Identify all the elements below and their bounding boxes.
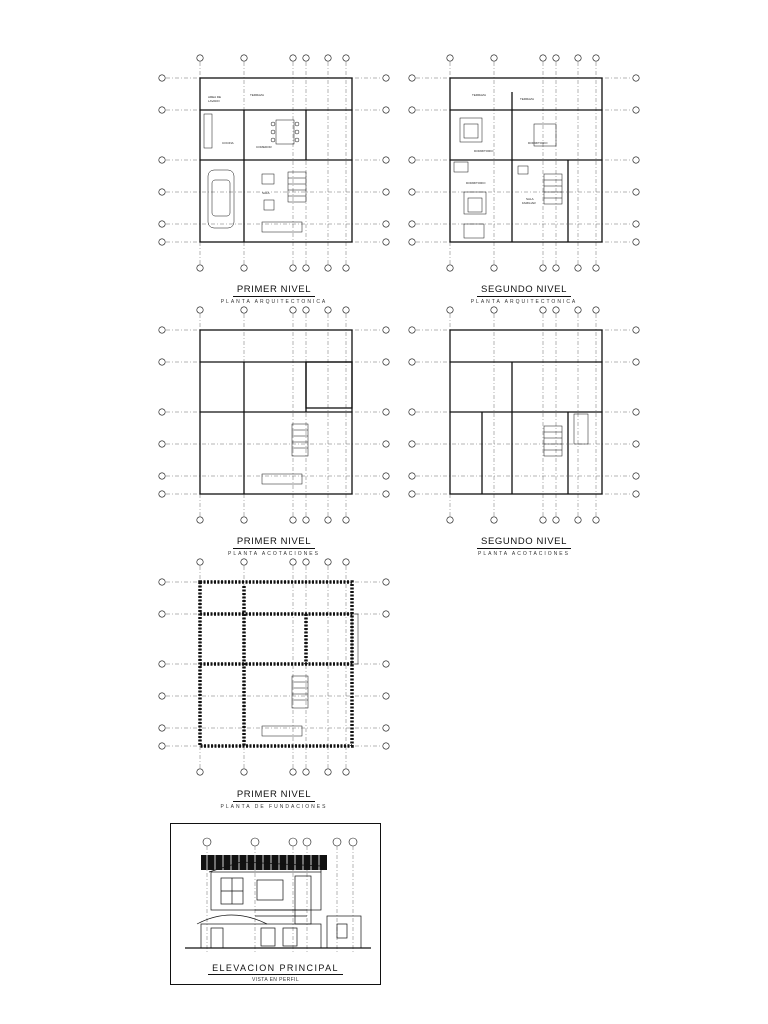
- axis-bubble: [409, 473, 415, 479]
- axis-bubble: [553, 517, 559, 523]
- plan-title: PRIMER NIVEL: [233, 536, 315, 549]
- axis-bubble: [383, 579, 389, 585]
- axis-bubble: [540, 55, 546, 61]
- plan-drawing: [408, 52, 640, 274]
- axis-bubble: [383, 75, 389, 81]
- axis-bubble: [241, 517, 247, 523]
- plan-title: SEGUNDO NIVEL: [477, 284, 571, 297]
- axis-bubble: [633, 327, 639, 333]
- plan-subtitle: PLANTA ACOTACIONES: [228, 551, 320, 557]
- axis-bubble: [540, 307, 546, 313]
- axis-bubble: [447, 307, 453, 313]
- axis-bubble: [409, 221, 415, 227]
- axis-bubble: [409, 189, 415, 195]
- axis-bubble: [409, 441, 415, 447]
- axis-bubble: [383, 611, 389, 617]
- axis-bubble: [303, 559, 309, 565]
- axis-bubble: [491, 265, 497, 271]
- axis-bubble: [159, 75, 165, 81]
- axis-bubble: [325, 559, 331, 565]
- axis-bubble: [197, 265, 203, 271]
- axis-bubble: [159, 327, 165, 333]
- axis-bubble: [633, 107, 639, 113]
- axis-bubble: [343, 307, 349, 313]
- svg-text:COMEDOR: COMEDOR: [256, 145, 272, 149]
- axis-bubble: [303, 55, 309, 61]
- caption-p3: [158, 531, 390, 557]
- axis-bubble: [343, 517, 349, 523]
- axis-bubble: [575, 307, 581, 313]
- axis-bubble: [383, 491, 389, 497]
- svg-text:TERRAZA: TERRAZA: [472, 93, 487, 97]
- axis-bubble: [633, 221, 639, 227]
- axis-bubble: [491, 55, 497, 61]
- axis-bubble: [241, 55, 247, 61]
- plan-second-floor-dimensions: [408, 304, 640, 526]
- axis-bubble: [491, 517, 497, 523]
- axis-bubble: [343, 55, 349, 61]
- axis-bubble: [241, 769, 247, 775]
- elevation-drawing: [171, 824, 380, 954]
- axis-bubble: [159, 579, 165, 585]
- axis-bubble: [159, 611, 165, 617]
- axis-bubble: [383, 441, 389, 447]
- axis-bubble: [241, 559, 247, 565]
- axis-bubble: [633, 441, 639, 447]
- axis-bubble: [159, 473, 165, 479]
- axis-bubble: [447, 55, 453, 61]
- axis-bubble: [303, 769, 309, 775]
- axis-bubble: [409, 409, 415, 415]
- axis-bubble: [303, 517, 309, 523]
- caption-elevation: [171, 958, 380, 983]
- axis-bubble: [343, 265, 349, 271]
- axis-bubble: [383, 661, 389, 667]
- axis-bubble: [159, 491, 165, 497]
- svg-text:DORMITORIO: DORMITORIO: [528, 141, 548, 145]
- axis-bubble: [383, 359, 389, 365]
- axis-bubble: [197, 307, 203, 313]
- axis-bubble: [383, 725, 389, 731]
- caption-p1: [158, 279, 390, 305]
- axis-bubble: [540, 517, 546, 523]
- elevation-frame: [170, 823, 381, 985]
- plan-second-floor-architectural: [408, 52, 640, 274]
- axis-bubble: [575, 517, 581, 523]
- axis-bubble: [343, 559, 349, 565]
- axis-bubble: [197, 559, 203, 565]
- svg-text:SALA: SALA: [526, 197, 534, 201]
- plan-drawing: [158, 52, 390, 274]
- axis-bubble: [409, 327, 415, 333]
- axis-bubble: [325, 517, 331, 523]
- plan-title: PRIMER NIVEL: [233, 789, 315, 802]
- svg-text:SALA: SALA: [262, 191, 270, 195]
- axis-bubble: [325, 265, 331, 271]
- elevation-subtitle: VISTA EN PERFIL: [251, 977, 300, 983]
- axis-bubble: [325, 55, 331, 61]
- axis-bubble: [241, 307, 247, 313]
- axis-bubble: [575, 265, 581, 271]
- caption-p4: [408, 531, 640, 557]
- svg-text:FAMILIAR: FAMILIAR: [522, 201, 536, 205]
- axis-bubble: [159, 743, 165, 749]
- plan-first-floor-architectural: [158, 52, 390, 274]
- plan-drawing: [158, 556, 390, 778]
- axis-bubble: [159, 107, 165, 113]
- axis-bubble: [553, 307, 559, 313]
- plan-drawing: [408, 304, 640, 526]
- axis-bubble: [633, 75, 639, 81]
- svg-text:DORMITORIO: DORMITORIO: [474, 149, 494, 153]
- svg-text:LAVADO: LAVADO: [208, 99, 220, 103]
- axis-bubble: [409, 239, 415, 245]
- axis-bubble: [159, 359, 165, 365]
- axis-bubble: [633, 189, 639, 195]
- axis-bubble: [553, 265, 559, 271]
- svg-text:TERRAZA: TERRAZA: [250, 93, 265, 97]
- axis-bubble: [159, 661, 165, 667]
- axis-bubble: [633, 491, 639, 497]
- axis-bubble: [290, 517, 296, 523]
- svg-text:COCINA: COCINA: [222, 141, 234, 145]
- axis-bubble: [383, 239, 389, 245]
- axis-bubble: [383, 157, 389, 163]
- svg-text:AREA DE: AREA DE: [208, 95, 222, 99]
- axis-bubble: [159, 189, 165, 195]
- axis-bubble: [633, 157, 639, 163]
- axis-bubble: [593, 517, 599, 523]
- axis-bubble: [383, 693, 389, 699]
- axis-bubble: [197, 55, 203, 61]
- axis-bubble: [553, 55, 559, 61]
- axis-bubble: [409, 107, 415, 113]
- plan-subtitle: PLANTA ACOTACIONES: [478, 551, 570, 557]
- axis-bubble: [575, 55, 581, 61]
- axis-bubble: [303, 307, 309, 313]
- axis-bubble: [325, 769, 331, 775]
- plan-subtitle: PLANTA ARQUITECTONICA: [470, 299, 578, 305]
- axis-bubble: [409, 157, 415, 163]
- axis-bubble: [303, 265, 309, 271]
- axis-bubble: [409, 75, 415, 81]
- axis-bubble: [633, 359, 639, 365]
- elevation-title: ELEVACION PRINCIPAL: [208, 963, 343, 975]
- axis-bubble: [447, 517, 453, 523]
- axis-bubble: [159, 157, 165, 163]
- axis-bubble: [290, 769, 296, 775]
- plan-subtitle: PLANTA DE FUNDACIONES: [220, 804, 328, 810]
- axis-bubble: [159, 409, 165, 415]
- axis-bubble: [383, 189, 389, 195]
- axis-bubble: [633, 473, 639, 479]
- plan-first-floor-foundations: [158, 556, 390, 778]
- axis-bubble: [593, 265, 599, 271]
- axis-bubble: [383, 743, 389, 749]
- plan-subtitle: PLANTA ARQUITECTONICA: [220, 299, 328, 305]
- svg-text:TERRAZA: TERRAZA: [520, 97, 535, 101]
- plan-title: SEGUNDO NIVEL: [477, 536, 571, 549]
- axis-bubble: [197, 769, 203, 775]
- plan-first-floor-dimensions: [158, 304, 390, 526]
- axis-bubble: [290, 55, 296, 61]
- axis-bubble: [383, 327, 389, 333]
- axis-bubble: [409, 359, 415, 365]
- axis-bubble: [290, 307, 296, 313]
- caption-p5: [158, 784, 390, 810]
- axis-bubble: [241, 265, 247, 271]
- axis-bubble: [325, 307, 331, 313]
- axis-bubble: [383, 409, 389, 415]
- axis-bubble: [593, 307, 599, 313]
- axis-bubble: [159, 221, 165, 227]
- axis-bubble: [159, 239, 165, 245]
- svg-text:DORMITORIO: DORMITORIO: [466, 181, 486, 185]
- axis-bubble: [633, 239, 639, 245]
- axis-bubble: [343, 769, 349, 775]
- axis-bubble: [197, 517, 203, 523]
- axis-bubble: [491, 307, 497, 313]
- axis-bubble: [159, 693, 165, 699]
- plan-drawing: [158, 304, 390, 526]
- axis-bubble: [633, 409, 639, 415]
- axis-bubble: [290, 265, 296, 271]
- axis-bubble: [159, 441, 165, 447]
- axis-bubble: [159, 725, 165, 731]
- axis-bubble: [593, 55, 599, 61]
- axis-bubble: [383, 107, 389, 113]
- axis-bubble: [383, 473, 389, 479]
- axis-bubble: [383, 221, 389, 227]
- axis-bubble: [447, 265, 453, 271]
- plan-title: PRIMER NIVEL: [233, 284, 315, 297]
- axis-bubble: [540, 265, 546, 271]
- axis-bubble: [409, 491, 415, 497]
- axis-bubble: [290, 559, 296, 565]
- caption-p2: [408, 279, 640, 305]
